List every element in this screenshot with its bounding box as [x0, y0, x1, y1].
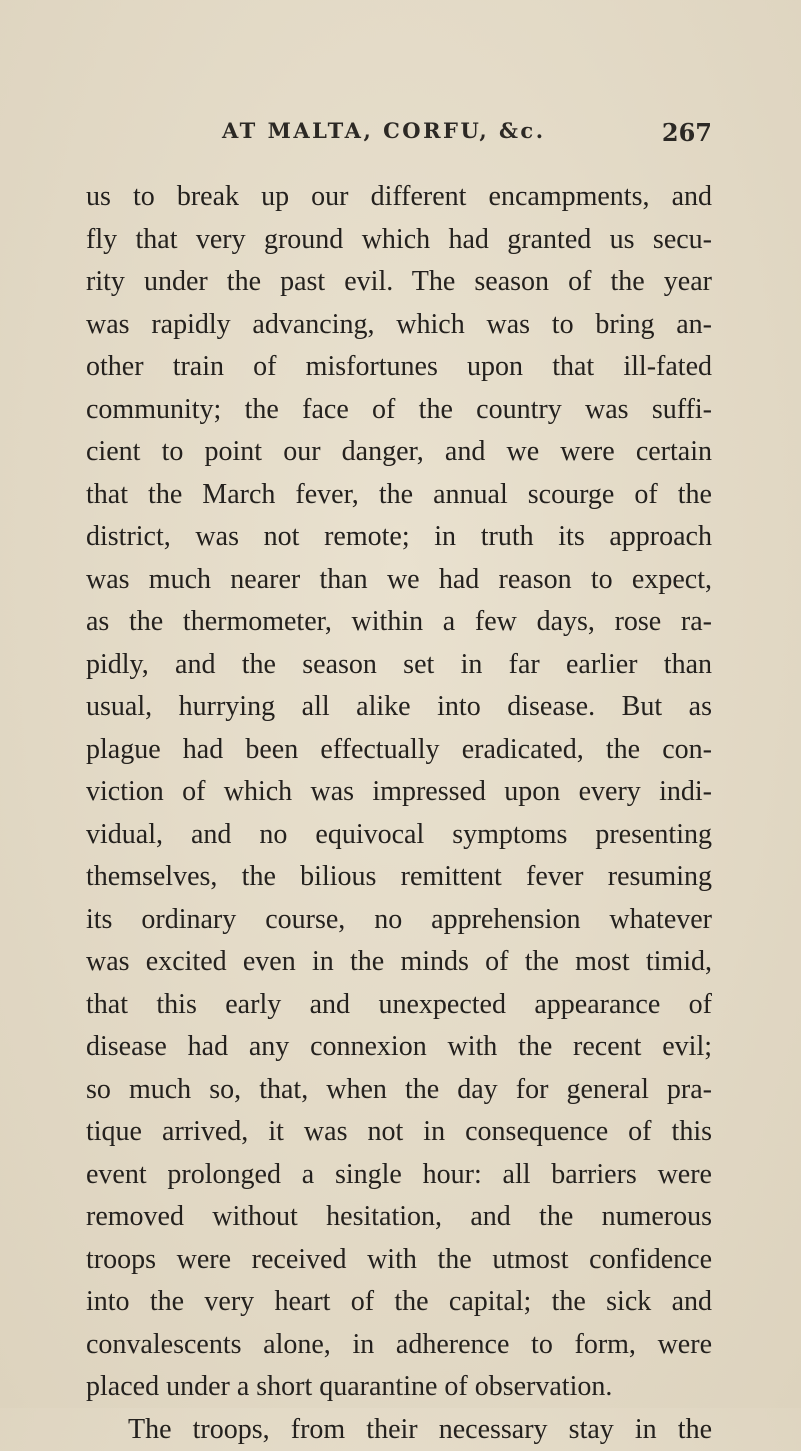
page-number: 267: [662, 118, 712, 147]
text-line: district, was not remote; in truth its approach: [86, 516, 712, 559]
text-line: was excited even in the minds of the most timid,: [86, 941, 712, 984]
page-header: [222, 118, 712, 158]
text-line: The troops, from their necessary stay in the: [86, 1409, 712, 1451]
text-line: themselves, the bilious remittent fever resuming: [86, 856, 712, 899]
body-text: [86, 176, 712, 1451]
text-line: community; the face of the country was suffi-: [86, 389, 712, 432]
running-head: AT MALTA, CORFU, &c.: [222, 118, 546, 143]
text-line: usual, hurrying all alike into disease. But as: [86, 686, 712, 729]
text-line: as the thermometer, within a few days, rose ra-: [86, 601, 712, 644]
text-line: cient to point our danger, and we were certain: [86, 431, 712, 474]
text-line: troops were received with the utmost confidence: [86, 1239, 712, 1282]
text-line: vidual, and no equivocal symptoms presenting: [86, 814, 712, 857]
text-line: pidly, and the season set in far earlier than: [86, 644, 712, 687]
text-line: removed without hesitation, and the numerous: [86, 1196, 712, 1239]
text-line: rity under the past evil. The season of the year: [86, 261, 712, 304]
text-line: was much nearer than we had reason to expect,: [86, 559, 712, 602]
text-line: that this early and unexpected appearance of: [86, 984, 712, 1027]
text-line: its ordinary course, no apprehension whatever: [86, 899, 712, 942]
text-line: convalescents alone, in adherence to form, were: [86, 1324, 712, 1367]
text-line: plague had been effectually eradicated, the con-: [86, 729, 712, 772]
text-line: that the March fever, the annual scourge of the: [86, 474, 712, 517]
text-line: tique arrived, it was not in consequence of this: [86, 1111, 712, 1154]
text-line: us to break up our different encampments, and: [86, 176, 712, 219]
text-line: other train of misfortunes upon that ill-fated: [86, 346, 712, 389]
text-line: disease had any connexion with the recent evil;: [86, 1026, 712, 1069]
text-line: viction of which was impressed upon every indi-: [86, 771, 712, 814]
text-line: fly that very ground which had granted us secu-: [86, 219, 712, 262]
text-line: was rapidly advancing, which was to bring an-: [86, 304, 712, 347]
text-line: placed under a short quarantine of observation.: [86, 1366, 712, 1409]
text-line: into the very heart of the capital; the sick and: [86, 1281, 712, 1324]
text-line: event prolonged a single hour: all barriers were: [86, 1154, 712, 1197]
text-line: so much so, that, when the day for general pra-: [86, 1069, 712, 1112]
